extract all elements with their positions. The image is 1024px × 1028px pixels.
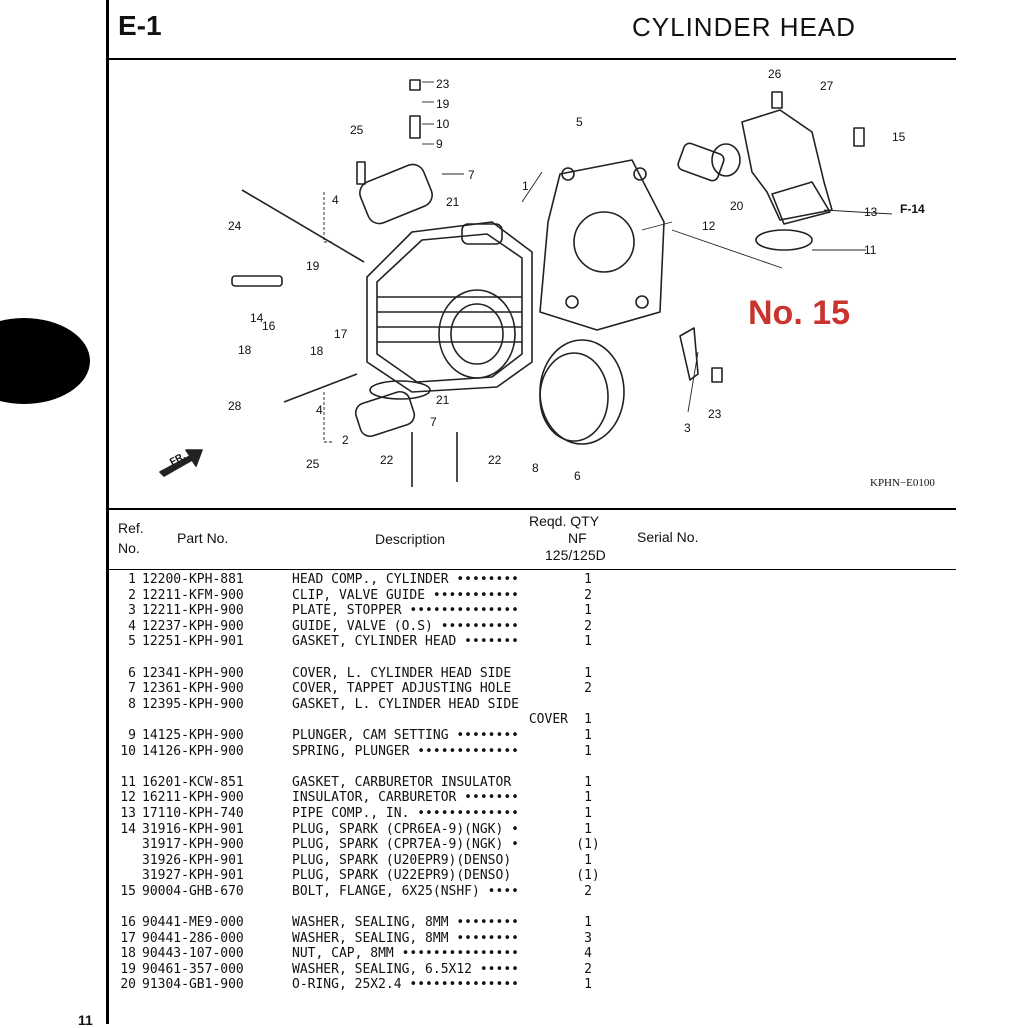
cell-ref: 13 (120, 805, 136, 821)
cell-desc: COVER, TAPPET ADJUSTING HOLE (292, 681, 512, 697)
cell-part (136, 712, 292, 728)
cell-desc: O-RING, 25X2.4 •••••••••••••• (292, 977, 519, 993)
cell-desc: BOLT, FLANGE, 6X25(NSHF) •••• (292, 883, 519, 899)
cell-qty: 1 (584, 821, 592, 837)
cell-desc: PLUG, SPARK (U22EPR9)(DENSO) (292, 868, 512, 884)
exploded-parts-diagram (112, 62, 954, 508)
table-row (112, 946, 732, 962)
cell-ref: 10 (120, 743, 136, 759)
cell-qty: 1 (584, 743, 592, 759)
cell-ref: 5 (128, 634, 136, 650)
link-label: F-14 (900, 202, 925, 216)
header-ref-b: No. (118, 540, 140, 556)
cell-part: 91304-GB1-900 (142, 977, 244, 993)
cell-desc: PLUNGER, CAM SETTING •••••••• (292, 727, 519, 743)
svg-text:16: 16 (262, 319, 276, 333)
svg-text:7: 7 (430, 415, 437, 429)
svg-text:19: 19 (436, 97, 450, 111)
table-row (112, 806, 732, 822)
cell-desc: GASKET, L. CYLINDER HEAD SIDE (292, 696, 519, 712)
section-code: E-1 (118, 10, 162, 41)
cell-part: 14126-KPH-900 (142, 743, 244, 759)
cell-ref: 8 (128, 696, 136, 712)
svg-text:13: 13 (864, 205, 878, 219)
table-row (112, 822, 732, 838)
cell-ref (112, 853, 136, 869)
cell-ref: 19 (120, 961, 136, 977)
table-row (112, 790, 732, 806)
cell-part: 90441-ME9-000 (142, 915, 244, 931)
cell-ref: 15 (120, 883, 136, 899)
table-row (112, 634, 732, 650)
svg-text:21: 21 (446, 195, 460, 209)
cell-part: 14125-KPH-900 (142, 727, 244, 743)
cell-ref: 2 (128, 587, 136, 603)
table-row (112, 884, 732, 900)
cell-qty: 1 (584, 665, 592, 681)
table-row (112, 619, 732, 635)
cell-qty: 1 (584, 977, 592, 993)
cell-qty: 1 (584, 790, 592, 806)
cell-part: 31926-KPH-901 (142, 852, 244, 868)
cell-part: 90461-357-000 (142, 961, 244, 977)
page-title: CYLINDER HEAD (632, 12, 856, 42)
table-row (112, 603, 732, 619)
page-tab-marker (0, 318, 90, 404)
cell-desc: COVER, L. CYLINDER HEAD SIDE (292, 665, 512, 681)
svg-text:10: 10 (436, 117, 450, 131)
table-header-rule (106, 569, 956, 570)
cell-qty (568, 697, 608, 713)
svg-text:5: 5 (576, 115, 583, 129)
svg-text:8: 8 (532, 461, 539, 475)
svg-text:21: 21 (436, 393, 450, 407)
header-desc: Description (375, 531, 446, 547)
fr-label: FR. (168, 450, 188, 469)
table-row (112, 728, 732, 744)
svg-text:23: 23 (708, 407, 722, 421)
cell-desc: WASHER, SEALING, 6.5X12 ••••• (292, 961, 519, 977)
cell-ref: 17 (120, 930, 136, 946)
cell-qty: 4 (584, 946, 592, 962)
diagram-rule (106, 508, 956, 510)
cell-desc: WASHER, SEALING, 8MM •••••••• (292, 930, 519, 946)
table-row (112, 697, 732, 713)
svg-text:17: 17 (334, 327, 348, 341)
svg-text:19: 19 (306, 259, 320, 273)
cell-ref: 12 (120, 790, 136, 806)
cell-part: 90443-107-000 (142, 946, 244, 962)
cell-qty: 3 (584, 930, 592, 946)
parts-list (112, 572, 732, 993)
side-cover-drawing (540, 340, 624, 444)
svg-text:24: 24 (228, 219, 242, 233)
cell-qty: (1) (576, 837, 600, 853)
cell-part: 12341-KPH-900 (142, 665, 244, 681)
cell-qty: 1 (584, 727, 592, 743)
header-qty-b: NF (568, 530, 587, 546)
cell-qty: 2 (584, 618, 592, 634)
svg-text:3: 3 (684, 421, 691, 435)
svg-text:22: 22 (380, 453, 394, 467)
table-row (112, 977, 732, 993)
svg-text:18: 18 (238, 343, 252, 357)
table-row (112, 744, 732, 760)
cell-part: 16201-KCW-851 (142, 774, 244, 790)
cell-ref: 20 (120, 977, 136, 993)
cell-desc: HEAD COMP., CYLINDER •••••••• (292, 572, 519, 587)
svg-text:6: 6 (574, 469, 581, 483)
svg-text:20: 20 (730, 199, 744, 213)
svg-text:14: 14 (250, 311, 264, 325)
svg-text:18: 18 (310, 344, 324, 358)
cell-part: 31917-KPH-900 (142, 837, 244, 853)
cell-qty: 2 (584, 681, 592, 697)
cell-part: 12200-KPH-881 (142, 572, 244, 587)
table-row (112, 666, 732, 682)
svg-text:25: 25 (350, 123, 364, 137)
cell-ref: 7 (128, 681, 136, 697)
cell-desc: PIPE COMP., IN. ••••••••••••• (292, 805, 519, 821)
cell-desc: GASKET, CYLINDER HEAD ••••••• (292, 634, 519, 650)
header-part: Part No. (177, 530, 229, 546)
table-row (112, 572, 732, 588)
table-row (112, 775, 732, 791)
cell-part: 12361-KPH-900 (142, 681, 244, 697)
page-number: 11 (78, 1012, 93, 1028)
cell-qty: 2 (584, 883, 592, 899)
cell-ref (112, 837, 136, 853)
cell-ref: 4 (128, 618, 136, 634)
cell-ref: 16 (120, 915, 136, 931)
cell-part: 12395-KPH-900 (142, 696, 244, 712)
cell-desc: SPRING, PLUNGER ••••••••••••• (292, 743, 519, 759)
table-row (112, 915, 732, 931)
cell-part: 12251-KPH-901 (142, 634, 244, 650)
cell-ref: 6 (128, 665, 136, 681)
cell-part: 90004-GHB-670 (142, 883, 244, 899)
cell-desc: WASHER, SEALING, 8MM •••••••• (292, 915, 519, 931)
svg-text:22: 22 (488, 453, 502, 467)
cell-desc: GUIDE, VALVE (O.S) •••••••••• (292, 618, 519, 634)
svg-text:9: 9 (436, 137, 443, 151)
header-qty-c: 125/125D (545, 547, 606, 563)
svg-text:27: 27 (820, 79, 834, 93)
cell-desc: COVER (528, 712, 568, 728)
diagram-ref-code: KPHN−E0100 (870, 477, 935, 489)
svg-text:26: 26 (768, 67, 782, 81)
header-qty-a: Reqd. QTY (529, 513, 600, 529)
cell-part: 16211-KPH-900 (142, 790, 244, 806)
header-rule (106, 58, 956, 60)
cell-qty: 1 (584, 805, 592, 821)
cell-part: 31927-KPH-901 (142, 868, 244, 884)
cell-ref: 18 (120, 946, 136, 962)
header-ref-a: Ref. (118, 520, 144, 536)
cell-part: 12237-KPH-900 (142, 618, 244, 634)
cell-desc: PLUG, SPARK (CPR7EA-9)(NGK) • (292, 837, 519, 853)
cell-ref: 1 (128, 572, 136, 587)
table-row (112, 681, 732, 697)
svg-text:11: 11 (864, 243, 877, 257)
head-gasket-drawing (540, 160, 664, 330)
cell-qty: 1 (584, 774, 592, 790)
cell-qty: 1 (584, 572, 592, 587)
cell-part: 17110-KPH-740 (142, 805, 244, 821)
margin-rule (106, 0, 109, 1024)
svg-text:4: 4 (316, 403, 323, 417)
cell-qty: 2 (584, 587, 592, 603)
svg-text:23: 23 (436, 77, 450, 91)
svg-text:1: 1 (522, 179, 529, 193)
cell-qty: 1 (584, 603, 592, 619)
cell-qty: 1 (584, 915, 592, 931)
highlight-marker: No. 15 (748, 294, 851, 332)
cell-desc: GASKET, CARBURETOR INSULATOR (292, 774, 512, 790)
cell-qty: (1) (576, 868, 600, 884)
cell-ref (112, 712, 136, 728)
cell-qty: 2 (584, 961, 592, 977)
table-row (112, 962, 732, 978)
cell-desc: CLIP, VALVE GUIDE ••••••••••• (292, 587, 519, 603)
tappet-cover-lower (353, 389, 417, 439)
table-row (112, 588, 732, 604)
header-serial: Serial No. (637, 529, 699, 545)
svg-text:7: 7 (468, 168, 475, 182)
cell-desc: PLUG, SPARK (CPR6EA-9)(NGK) • (292, 821, 519, 837)
intake-pipe-drawing (742, 110, 832, 220)
tappet-cover-upper (356, 161, 436, 227)
table-row (112, 853, 732, 869)
svg-text:28: 28 (228, 399, 242, 413)
cell-ref: 11 (120, 774, 136, 790)
cell-desc: PLUG, SPARK (U20EPR9)(DENSO) (292, 852, 512, 868)
cell-desc: NUT, CAP, 8MM ••••••••••••••• (292, 946, 519, 962)
svg-text:25: 25 (306, 457, 320, 471)
cell-qty: 1 (584, 852, 592, 868)
table-row (112, 712, 732, 728)
cell-desc: PLATE, STOPPER •••••••••••••• (292, 603, 519, 619)
table-row (112, 868, 732, 884)
cell-part: 90441-286-000 (142, 930, 244, 946)
cell-part: 12211-KPH-900 (142, 603, 244, 619)
cell-ref: 3 (128, 603, 136, 619)
svg-text:2: 2 (342, 433, 349, 447)
table-row (112, 837, 732, 853)
table-row (112, 931, 732, 947)
cell-part: 12211-KFM-900 (142, 587, 244, 603)
cell-part: 31916-KPH-901 (142, 821, 244, 837)
svg-text:15: 15 (892, 130, 906, 144)
cell-ref: 9 (128, 727, 136, 743)
cell-ref (112, 868, 136, 884)
svg-text:12: 12 (702, 219, 716, 233)
cell-qty: 1 (584, 712, 592, 728)
cell-qty: 1 (584, 634, 592, 650)
svg-text:4: 4 (332, 193, 339, 207)
cell-ref: 14 (120, 821, 136, 837)
cell-desc: INSULATOR, CARBURETOR ••••••• (292, 790, 519, 806)
